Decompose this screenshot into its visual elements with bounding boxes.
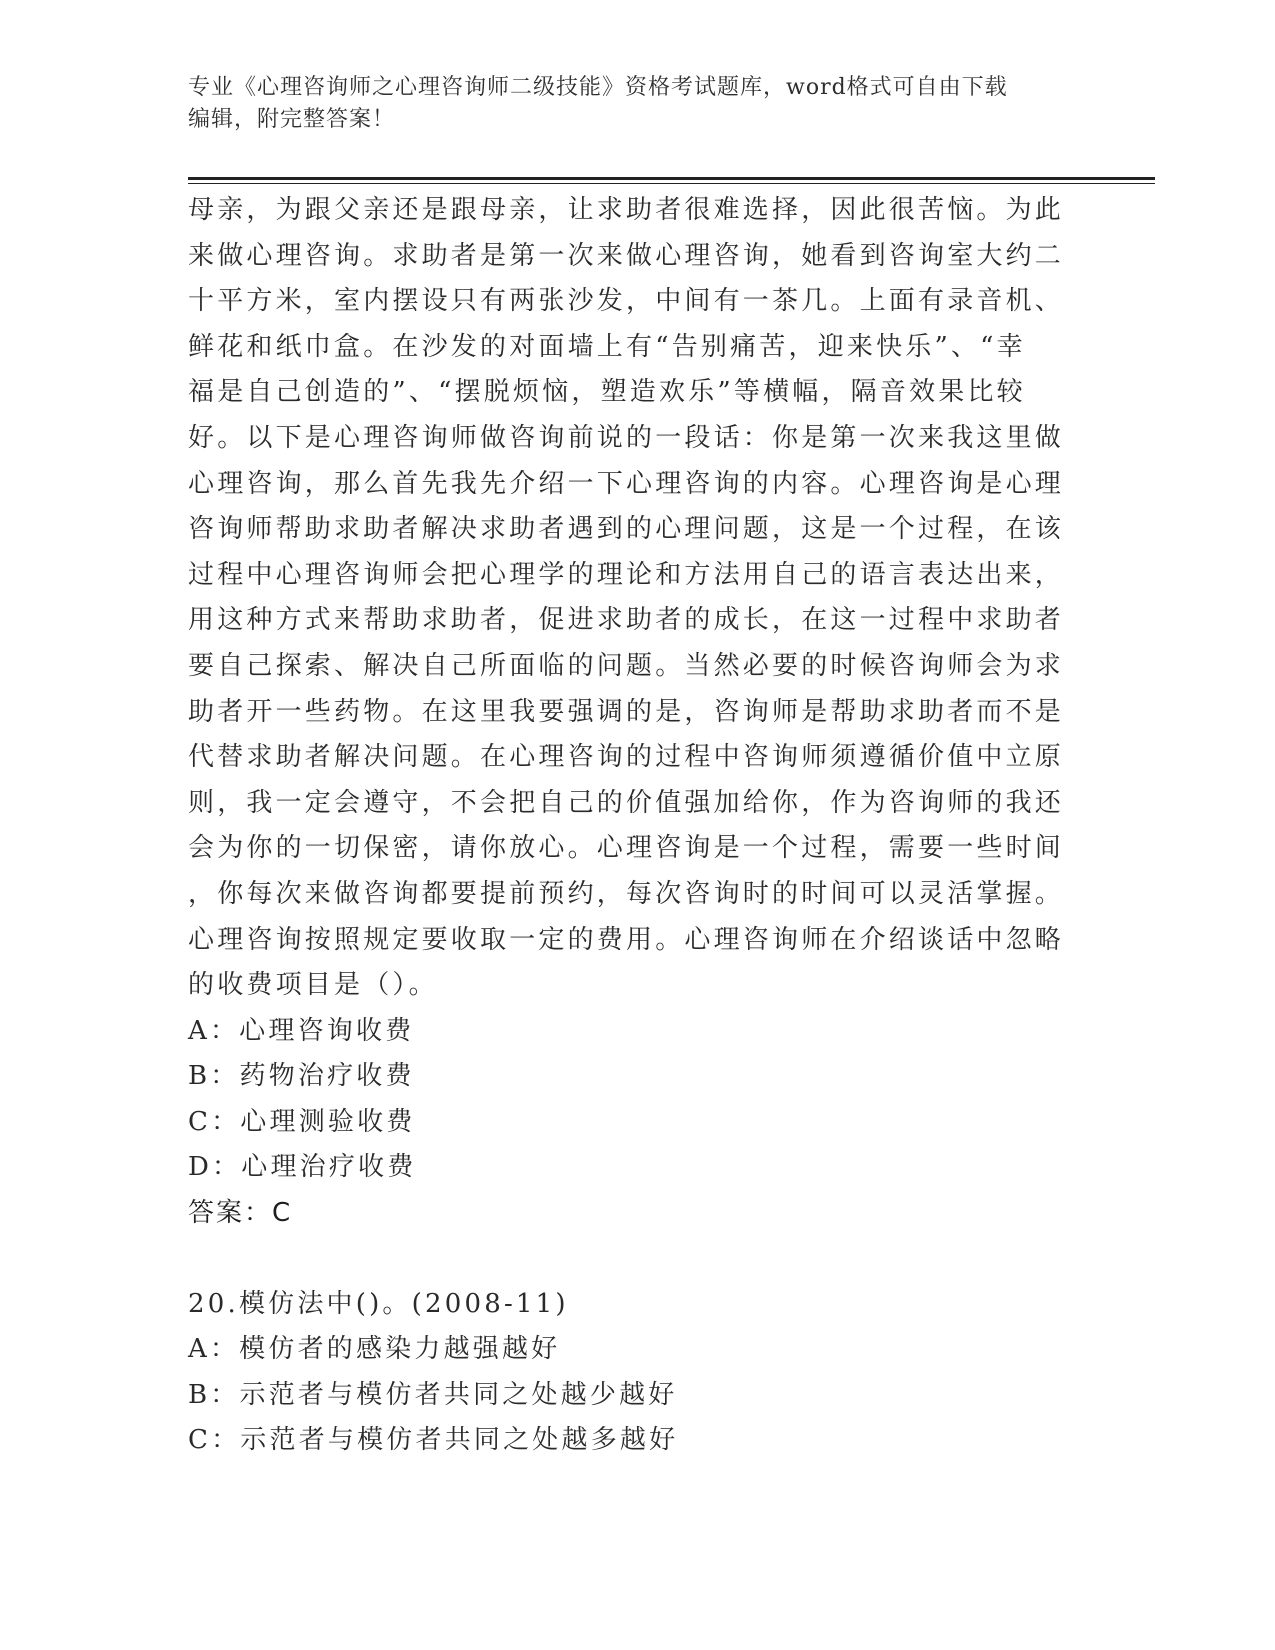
question-spacer bbox=[188, 1237, 1068, 1282]
stem-line: 的收费项目是（）。 bbox=[188, 970, 438, 1001]
stem-line: 助者开一些药物。在这里我要强调的是，咨询师是帮助求助者而不是 bbox=[188, 696, 1065, 727]
question-19-option-a: A：心理咨询收费 bbox=[188, 1015, 415, 1046]
stem-line: 心理咨询按照规定要收取一定的费用。心理咨询师在介绍谈话中忽略 bbox=[188, 924, 1065, 955]
header-divider-thick bbox=[188, 177, 1155, 180]
stem-line: 福是自己创造的”、“摆脱烦恼，塑造欢乐”等横幅，隔音效果比较 bbox=[188, 377, 1026, 408]
question-19-option-d: D：心理治疗收费 bbox=[188, 1152, 417, 1183]
question-20-stem: 20.模仿法中()。(2008-11) bbox=[188, 1288, 569, 1319]
stem-line: ，你每次来做咨询都要提前预约，每次咨询时的时间可以灵活掌握。 bbox=[188, 878, 1065, 909]
question-19-stem bbox=[188, 188, 1068, 1009]
page-header bbox=[188, 72, 1068, 136]
question-20-option-c: C：示范者与模仿者共同之处越多越好 bbox=[188, 1425, 679, 1456]
stem-line: 来做心理咨询。求助者是第一次来做心理咨询，她看到咨询室大约二 bbox=[188, 240, 1065, 271]
stem-line: 会为你的一切保密，请你放心。心理咨询是一个过程，需要一些时间 bbox=[188, 833, 1065, 864]
question-20-option-b: B：示范者与模仿者共同之处越少越好 bbox=[188, 1379, 678, 1410]
question-19-option-c: C：心理测验收费 bbox=[188, 1106, 416, 1137]
stem-line: 好。以下是心理咨询师做咨询前说的一段话：你是第一次来我这里做 bbox=[188, 422, 1065, 453]
header-divider-thin bbox=[188, 183, 1155, 184]
header-line-2: 编辑，附完整答案！ bbox=[188, 107, 396, 132]
stem-line: 母亲，为跟父亲还是跟母亲，让求助者很难选择，因此很苦恼。为此 bbox=[188, 195, 1065, 225]
stem-line: 代替求助者解决问题。在心理咨询的过程中咨询师须遵循价值中立原 bbox=[188, 742, 1065, 773]
stem-line: 咨询师帮助求助者解决求助者遇到的心理问题，这是一个过程，在该 bbox=[188, 514, 1065, 545]
stem-line: 用这种方式来帮助求助者，促进求助者的成长，在这一过程中求助者 bbox=[188, 605, 1065, 636]
question-20-option-a: A：模仿者的感染力越强越好 bbox=[188, 1334, 561, 1365]
stem-line: 则，我一定会遵守，不会把自己的价值强加给你，作为咨询师的我还 bbox=[188, 787, 1065, 818]
stem-line: 要自己探索、解决自己所面临的问题。当然必要的时候咨询师会为求 bbox=[188, 650, 1065, 681]
stem-line: 十平方米，室内摆设只有两张沙发，中间有一茶几。上面有录音机、 bbox=[188, 286, 1065, 317]
header-line-1: 专业《心理咨询师之心理咨询师二级技能》资格考试题库，word格式可自由下载 bbox=[188, 75, 1008, 100]
document-body bbox=[188, 188, 1068, 1464]
stem-line: 过程中心理咨询师会把心理学的理论和方法用自己的语言表达出来， bbox=[188, 559, 1065, 590]
stem-line: 心理咨询，那么首先我先介绍一下心理咨询的内容。心理咨询是心理 bbox=[188, 468, 1065, 499]
question-19-answer: 答案：C bbox=[188, 1198, 293, 1229]
stem-line: 鲜花和纸巾盒。在沙发的对面墙上有“告别痛苦，迎来快乐”、“幸 bbox=[188, 331, 1026, 362]
question-19-option-b: B：药物治疗收费 bbox=[188, 1061, 415, 1092]
